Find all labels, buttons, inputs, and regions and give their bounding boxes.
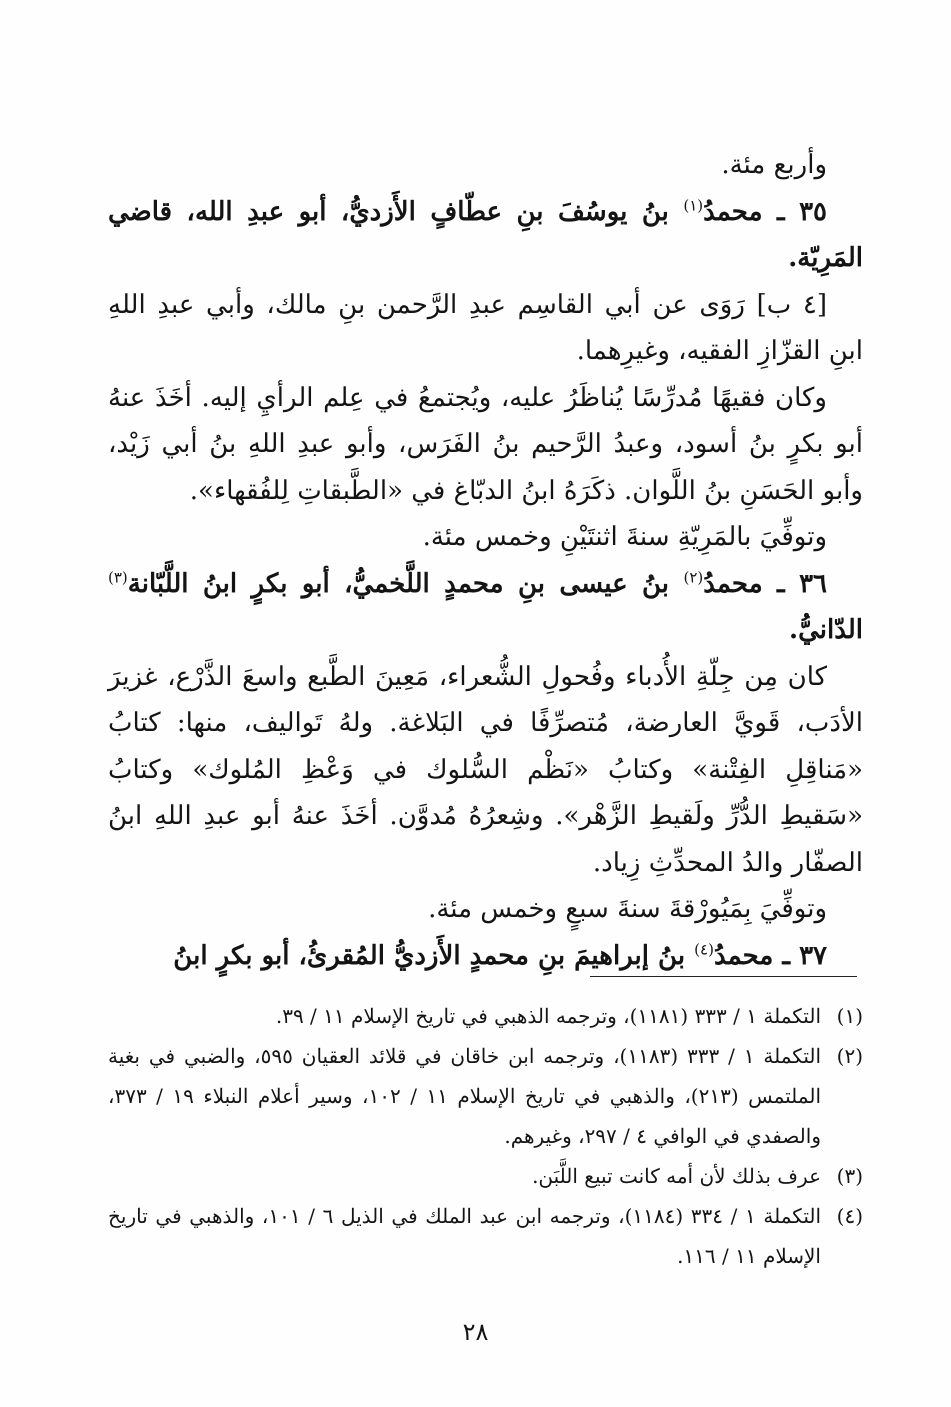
footnote-ref: (١) bbox=[683, 195, 704, 214]
entry-number: ٣٧ ـ bbox=[782, 940, 827, 971]
entry-number: ٣٦ ـ bbox=[777, 568, 827, 599]
entry-35-heading bbox=[108, 189, 863, 282]
entry-title-rest: بنُ عيسى بنِ محمدٍ اللَّخميُّ، أبو بكرٍ ابنُ اللَّبّانة bbox=[127, 568, 670, 599]
footnote-mark: (١) bbox=[836, 1004, 863, 1028]
footnote-ref: (٤) bbox=[694, 939, 714, 958]
entry-number: ٣٥ ـ bbox=[776, 196, 827, 227]
footnote-mark: (٤) bbox=[836, 1204, 863, 1228]
entry-title-rest: بنُ يوسُفَ بنِ عطّافٍ الأَزديُّ، أبو عبدِ الله، قاضي المَرِيّة. bbox=[108, 196, 863, 273]
entry-36-heading bbox=[108, 561, 863, 654]
continued-line: وأربع مئة. bbox=[721, 150, 827, 180]
entry-35-paragraph: [٤ ب] رَوَى عن أبي القاسِم عبدِ الرَّحمن بنِ مالك، وأبي عبدِ اللهِ ابنِ القزّازِ الفقيه، وغيرِهما. bbox=[108, 289, 863, 366]
entry-37-heading bbox=[108, 933, 863, 980]
footnote-mark: (٢) bbox=[836, 1044, 863, 1068]
footnote-mark: (٣) bbox=[836, 1164, 863, 1188]
entry-35-paragraph: وتوفِّيَ بالمَرِيّةِ سنةَ اثنتَيْنِ وخمس مئة. bbox=[422, 522, 827, 552]
footnote-divider bbox=[590, 976, 857, 977]
footnote-text: التكملة ١ / ٣٣٤ (١١٨٤)، وترجمه ابن عبد الملك في الذيل ٦ / ١٠١، والذهبي في تاريخ الإسلام ١١ / ١١٦. bbox=[108, 1204, 821, 1268]
footnote-ref: (٣) bbox=[108, 567, 128, 586]
footnote-text: عرف بذلك لأن أمه كانت تبيع اللَّبَن. bbox=[532, 1164, 821, 1188]
footnote bbox=[108, 996, 863, 1036]
footnote bbox=[108, 1036, 863, 1156]
entry-name: محمدُ bbox=[713, 940, 774, 971]
entry-36-paragraph: وتوفِّيَ بِمَيُورْقةَ سنةَ سبعٍ وخمس مئة. bbox=[428, 894, 827, 924]
footnote-text: التكملة ١ / ٣٣٣ (١١٨٣)، وترجمه ابن خاقان في قلائد العقيان ٥٩٥، والضبي في بغية الملتمس (٢١٣)، والذهبي في تاريخ الإسلام ١١ / ١٠٢، وسير أعلام النبلاء ١٩ / ٣٧٣، والصفدي في الوافي ٤ / ٢٩٧، وغيرهم. bbox=[108, 1044, 822, 1148]
entry-title-rest: بنُ إبراهيمَ بنِ محمدٍ الأَزديُّ المُقرئُ، أبو بكرٍ ابنُ bbox=[173, 940, 686, 971]
entry-36-paragraph: كان مِن جِلّةِ الأُدباء وفُحولِ الشُّعراء، مَعِينَ الطَّبع واسعَ الذَّرْع، غزيرَ الأدَب، قَويَّ العارضة، مُتصرِّفًا في البَلاغة. ولهُ تَواليف، منها: كتابُ «مَناقِلِ الفِتْنة» وكتابُ «نَظْم السُّلوك في وَعْظِ المُلوك» وكتابُ «سَقيطِ الدُّرِّ ولَقيطِ الزَّهْر». وشِعرُهُ مُدوَّن. أخَذَ عنهُ أبو عبدِ اللهِ ابنُ الصفّار والدُ المحدِّثِ زِياد. bbox=[108, 661, 863, 878]
main-text bbox=[108, 142, 863, 979]
footnote bbox=[108, 1156, 863, 1196]
footnote-ref: (٢) bbox=[683, 567, 704, 586]
entry-35-paragraph: وكان فقيهًا مُدرِّسًا يُناظَرُ عليه، ويُجتمعُ في عِلم الرأيِ إليه. أخَذَ عنهُ أبو بكرٍ بنُ أسود، وعبدُ الرَّحيم بنُ الفَرَس، وأبو عبدِ اللهِ بنُ أبي زَيْد، وأبو الحَسَنِ بنُ اللَّوان. ذكَرَهُ ابنُ الدبّاغ في «الطَّبقاتِ لِلفُقهاء». bbox=[108, 382, 863, 506]
entry-name: محمدُ bbox=[703, 568, 763, 599]
footnote bbox=[108, 1196, 863, 1276]
entry-title-tail: الدّانيُّ. bbox=[789, 615, 863, 645]
footnotes bbox=[108, 996, 863, 1276]
footnote-text: التكملة ١ / ٣٣٣ (١١٨١)، وترجمه الذهبي في تاريخ الإسلام ١١ / ٣٩. bbox=[275, 1004, 821, 1028]
entry-name: محمدُ bbox=[703, 196, 763, 227]
page-number: ٢٨ bbox=[462, 1318, 489, 1346]
